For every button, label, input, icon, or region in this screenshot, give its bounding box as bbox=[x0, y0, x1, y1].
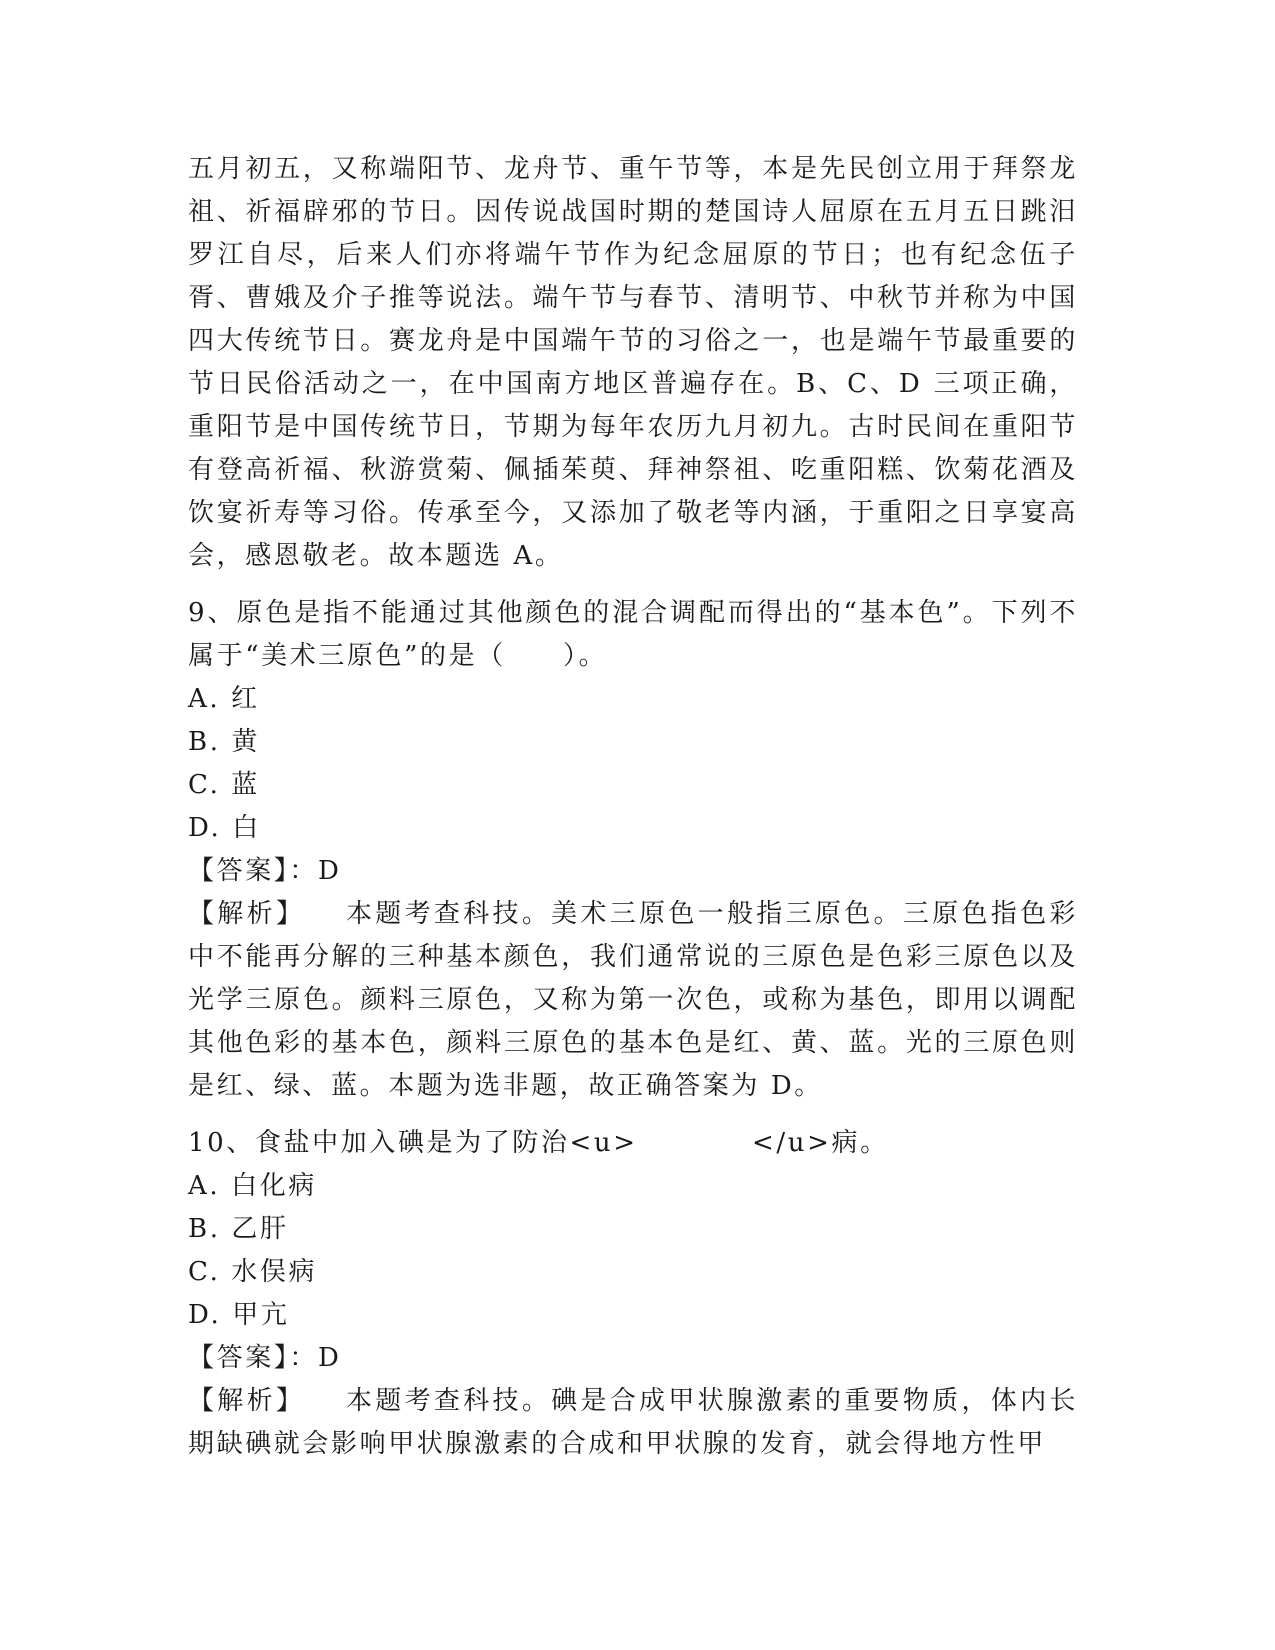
q10-question: 10、食盐中加入碘是为了防治<u> </u>病。 bbox=[188, 1128, 889, 1158]
q9-answer: 【答案】：D bbox=[188, 856, 342, 886]
q9-option-a: A. 红 bbox=[188, 684, 260, 714]
q10-explanation-block bbox=[188, 1380, 1078, 1466]
q9-explanation-label: 【解析】 bbox=[188, 899, 306, 929]
q9-explanation-block bbox=[188, 893, 1078, 1108]
q9-option-c: C. 蓝 bbox=[188, 770, 260, 800]
q10-answer: 【答案】：D bbox=[188, 1343, 342, 1373]
q9-option-d: D. 白 bbox=[188, 813, 261, 843]
q9-question: 9、原色是指不能通过其他颜色的混合调配而得出的“基本色”。下列不属于“美术三原色”的是（ ）。 bbox=[188, 598, 1078, 671]
q10-option-d: D. 甲亢 bbox=[188, 1300, 290, 1330]
q10-explanation-label: 【解析】 bbox=[188, 1386, 306, 1416]
intro-explanation: 五月初五，又称端阳节、龙舟节、重午节等，本是先民创立用于拜祭龙祖、祈福辟邪的节日。因传说战国时期的楚国诗人屈原在五月五日跳汨罗江自尽，后来人们亦将端午节作为纪念屈原的节日；也有纪念伍子胥、曹娥及介子推等说法。端午节与春节、清明节、中秋节并称为中国四大传统节日。赛龙舟是中国端午节的习俗之一，也是端午节最重要的节日民俗活动之一，在中国南方地区普遍存在。B、C、D 三项正确，重阳节是中国传统节日，节期为每年农历九月初九。古时民间在重阳节有登高祈福、秋游赏菊、佩插茱萸、拜神祭祖、吃重阳糕、饮菊花酒及饮宴祈寿等习俗。传承至今，又添加了敬老等内涵，于重阳之日享宴高会，感恩敬老。故本题选 A。 bbox=[188, 154, 1078, 571]
q9-explanation-text: 本题考查科技。美术三原色一般指三原色。三原色指色彩中不能再分解的三种基本颜色，我们通常说的三原色是色彩三原色以及光学三原色。颜料三原色，又称为第一次色，或称为基色，即用以调配其他色彩的基本色，颜料三原色的基本色是红、黄、蓝。光的三原色则是红、绿、蓝。本题为选非题，故正确答案为 D。 bbox=[188, 899, 1078, 1101]
document-content bbox=[188, 148, 1078, 1466]
q10-option-a: A. 白化病 bbox=[188, 1171, 317, 1201]
q10-option-b: B. 乙肝 bbox=[188, 1214, 289, 1244]
q10-explanation-text: 本题考查科技。碘是合成甲状腺激素的重要物质，体内长期缺碘就会影响甲状腺激素的合成和甲状腺的发育，就会得地方性甲 bbox=[188, 1386, 1078, 1459]
q10-option-c: C. 水俣病 bbox=[188, 1257, 318, 1287]
q9-option-b: B. 黄 bbox=[188, 727, 261, 757]
